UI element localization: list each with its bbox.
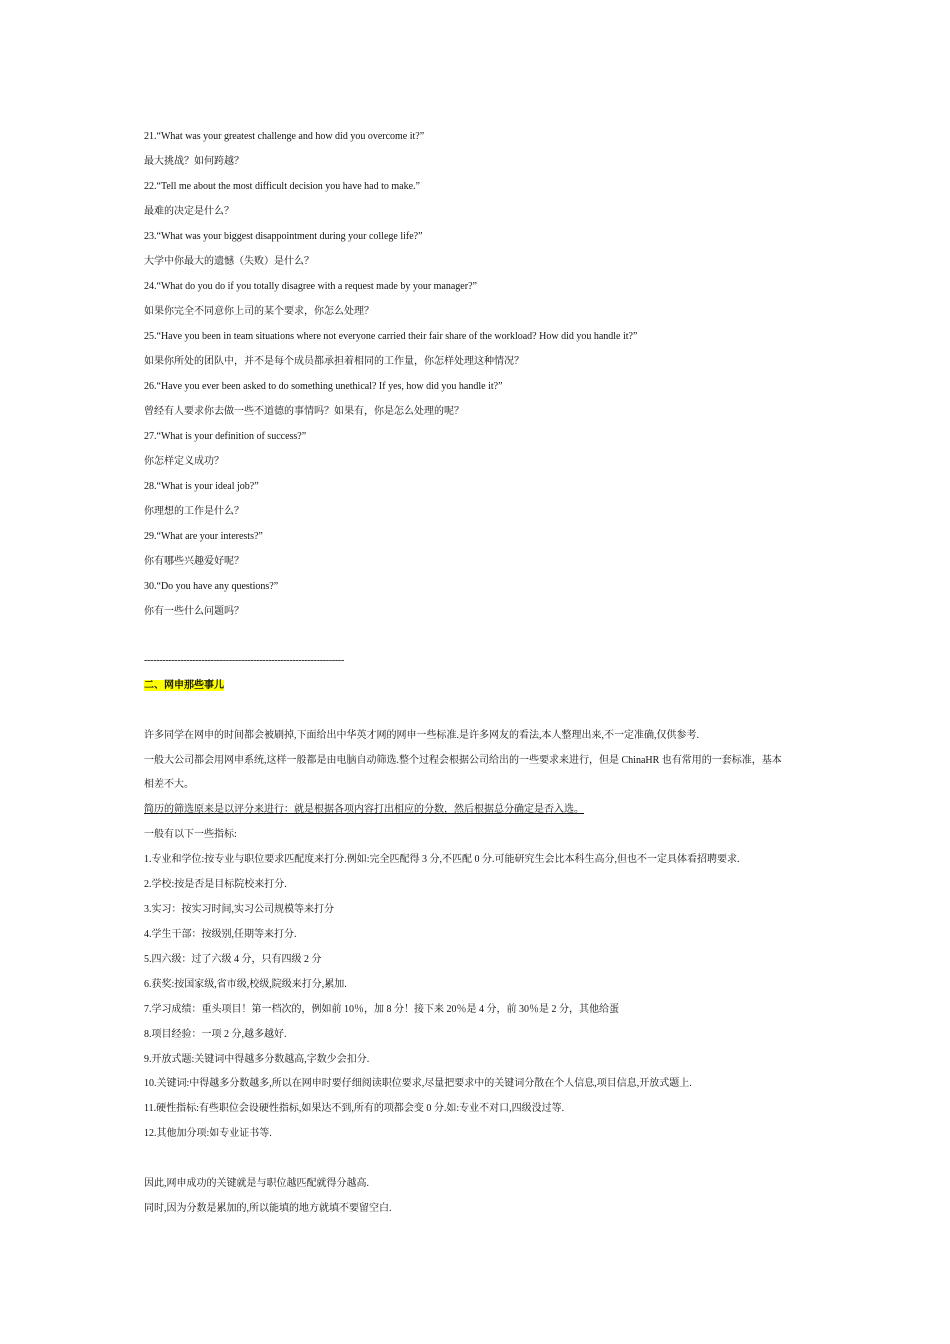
question-25-en: 25.“Have you been in team situations where not everyone carried their fair share of the workload? How did you handle it?”	[144, 331, 638, 342]
question-26-en: 26.“Have you ever been asked to do something unethical? If yes, how did you handle it?”	[144, 381, 503, 392]
criterion-3: 3.实习：按实习时间,实习公司规模等来打分	[144, 904, 334, 915]
criterion-8: 8.项目经验：一项 2 分,越多越好.	[144, 1029, 287, 1040]
conclusion-line-1: 因此,网申成功的关键就是与职位越匹配就得分越高.	[144, 1178, 369, 1189]
screening-note-text: 简历的筛选原来是以评分来进行：就是根据各项内容打出相应的分数，然后根据总分确定是否入选。	[144, 804, 584, 815]
criterion-10: 10.关键词:中得越多分数越多,所以在网申时要仔细阅读职位要求,尽量把要求中的关键词分散在个人信息,项目信息,开放式题上.	[144, 1078, 692, 1089]
question-29-zh: 你有哪些兴趣爱好呢？	[144, 556, 244, 567]
section-title	[144, 679, 224, 693]
question-24-en: 24.“What do you do if you totally disagree with a request made by your manager?”	[144, 281, 477, 292]
question-28-zh: 你理想的工作是什么？	[144, 506, 244, 517]
question-21-zh: 最大挑战？如何跨越？	[144, 156, 244, 167]
question-29-en: 29.“What are your interests?”	[144, 531, 263, 542]
question-22-en: 22.“Tell me about the most difficult decision you have had to make.”	[144, 181, 420, 192]
criterion-11: 11.硬性指标:有些职位会设硬性指标,如果达不到,所有的项都会变 0 分.如:专业不对口,四级没过等.	[144, 1103, 565, 1114]
section-divider: ------------------------------------------------------------------	[144, 655, 344, 666]
question-27-en: 27.“What is your definition of success?”	[144, 431, 307, 442]
question-30-en: 30.“Do you have any questions?”	[144, 581, 279, 592]
section-title-text: 二、网申那些事儿	[144, 680, 224, 691]
question-23-en: 23.“What was your biggest disappointment during your college life?”	[144, 231, 423, 242]
criterion-6: 6.获奖:按国家级,省市级,校级,院级来打分,累加.	[144, 979, 347, 990]
intro-line-1: 许多同学在网申的时间都会被刷掉,下面给出中华英才网的网申一些标准.是许多网友的看法,本人整理出来,不一定准确,仅供参考.	[144, 730, 699, 741]
criterion-4: 4.学生干部：按级别,任期等来打分.	[144, 929, 297, 940]
criterion-12: 12.其他加分项:如专业证书等.	[144, 1128, 272, 1139]
question-22-zh: 最难的决定是什么？	[144, 206, 234, 217]
question-24-zh: 如果你完全不同意你上司的某个要求，你怎么处理？	[144, 306, 374, 317]
criterion-1: 1.专业和学位:按专业与职位要求匹配度来打分.例如:完全匹配得 3 分,不匹配 0 分.可能研究生会比本科生高分,但也不一定具体看招聘要求.	[144, 854, 740, 865]
question-21-en: 21.“What was your greatest challenge and how did you overcome it?”	[144, 131, 425, 142]
screening-note	[144, 803, 584, 817]
criteria-intro: 一般有以下一些指标:	[144, 829, 237, 840]
criterion-5: 5.四六级：过了六级 4 分，只有四级 2 分	[144, 954, 322, 965]
criterion-2: 2.学校:按是否是目标院校来打分.	[144, 879, 287, 890]
intro-line-2: 一般大公司都会用网申系统,这样一般都是由电脑自动筛选.整个过程会根据公司给出的一些要求来进行，但是 ChinaHR 也有常用的一套标准，基本	[144, 755, 782, 766]
question-27-zh: 你怎样定义成功？	[144, 456, 224, 467]
intro-line-3: 相差不大。	[144, 779, 194, 790]
question-30-zh: 你有一些什么问题吗？	[144, 606, 244, 617]
question-25-zh: 如果你所处的团队中，并不是每个成员都承担着相同的工作量，你怎样处理这种情况？	[144, 356, 524, 367]
criterion-7: 7.学习成绩：重头项目！第一档次的，例如前 10％，加 8 分！接下来 20％是 4 分，前 30％是 2 分，其他给蛋	[144, 1004, 619, 1015]
question-23-zh: 大学中你最大的遗憾（失败）是什么？	[144, 256, 314, 267]
question-28-en: 28.“What is your ideal job?”	[144, 481, 259, 492]
conclusion-line-2: 同时,因为分数是累加的,所以能填的地方就填不要留空白.	[144, 1203, 392, 1214]
question-26-zh: 曾经有人要求你去做一些不道德的事情吗？如果有，你是怎么处理的呢？	[144, 406, 464, 417]
criterion-9: 9.开放式题:关键词中得越多分数越高,字数少会扣分.	[144, 1054, 370, 1065]
